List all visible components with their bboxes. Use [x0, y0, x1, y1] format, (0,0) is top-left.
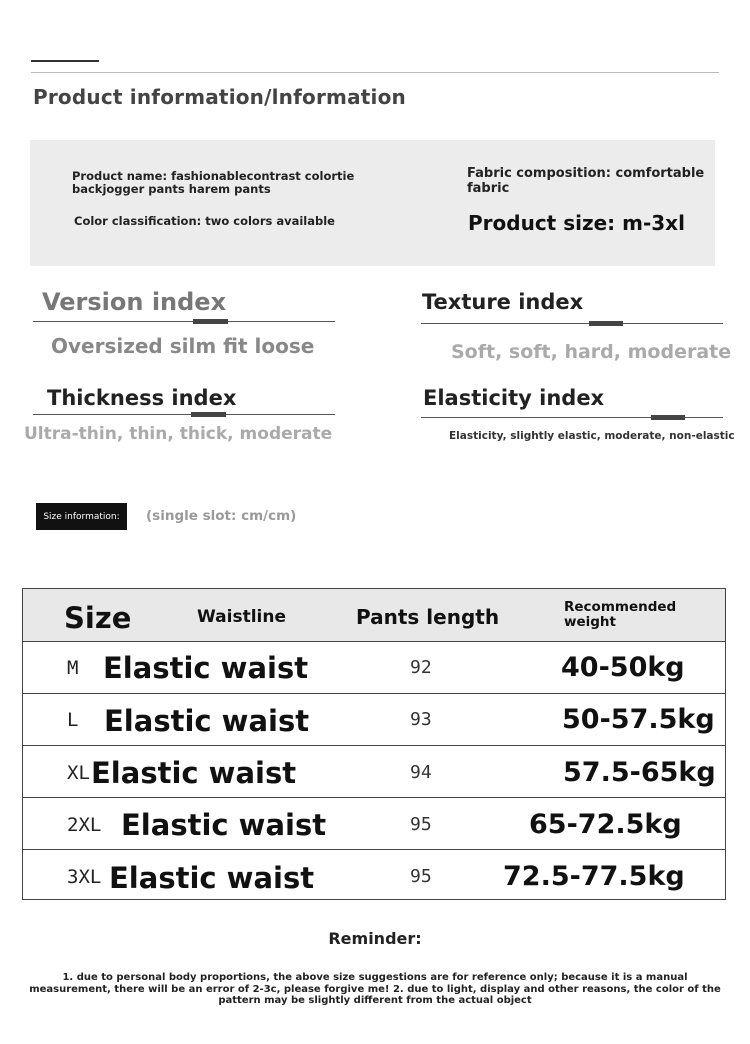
row-weight: 65-72.5kg [529, 809, 682, 840]
row-size: L [67, 709, 79, 731]
row-waist: Elastic waist [103, 651, 309, 685]
row-length: 93 [410, 709, 432, 730]
size-table [22, 588, 726, 900]
top-divider [31, 72, 719, 73]
reminder-title: Reminder: [328, 929, 422, 948]
table-row [23, 797, 725, 850]
row-weight: 72.5-77.5kg [503, 861, 685, 892]
table-row [23, 745, 725, 798]
version-index-marker [193, 319, 228, 324]
table-row [23, 849, 725, 901]
header-recommended-weight: Recommended weight [564, 599, 677, 630]
product-name: Product name: fashionablecontrast colortie backjogger pants harem pants [72, 169, 355, 196]
row-weight: 50-57.5kg [562, 704, 715, 735]
elasticity-index-value: Elasticity, slightly elastic, moderate, non-elastic [449, 430, 735, 442]
row-weight: 40-50kg [561, 652, 685, 683]
top-accent-line [31, 60, 99, 62]
table-row [23, 693, 725, 746]
size-information-badge: Size information: [36, 503, 127, 530]
row-size: XL [67, 762, 90, 784]
row-waist: Elastic waist [121, 808, 327, 842]
row-length: 95 [410, 866, 432, 887]
table-header [23, 589, 725, 642]
size-unit-note: (single slot: cm/cm) [146, 508, 297, 524]
color-classification: Color classification: two colors available [74, 214, 335, 228]
row-waist: Elastic waist [109, 861, 315, 895]
header-pants-length: Pants length [356, 605, 500, 629]
fabric-composition: Fabric composition: comfortable fabric [467, 166, 705, 196]
texture-index-title: Texture index [422, 290, 584, 314]
section-title: Product information/lnformation [33, 85, 406, 109]
header-waistline: Waistline [197, 607, 286, 627]
texture-index-line [421, 323, 723, 324]
version-index-value: Oversized silm fit loose [51, 334, 315, 358]
version-index-title: Version index [42, 288, 227, 316]
thickness-index-title: Thickness index [47, 386, 237, 410]
row-length: 94 [410, 762, 432, 783]
table-row [23, 641, 725, 694]
version-index-line [33, 321, 335, 322]
product-info-box [30, 140, 715, 266]
product-size: Product size: m-3xl [468, 211, 685, 235]
row-size: 2XL [67, 814, 102, 836]
row-waist: Elastic waist [104, 704, 310, 738]
thickness-index-value: Ultra-thin, thin, thick, moderate [24, 424, 333, 444]
texture-index-value: Soft, soft, hard, moderate [451, 341, 732, 363]
row-waist: Elastic waist [91, 756, 297, 790]
row-length: 95 [410, 814, 432, 835]
header-size: Size [64, 601, 132, 635]
row-size: M [67, 657, 79, 679]
texture-index-marker [589, 321, 623, 326]
row-weight: 57.5-65kg [563, 757, 716, 788]
row-length: 92 [410, 657, 432, 678]
elasticity-index-marker [651, 415, 685, 420]
elasticity-index-title: Elasticity index [423, 386, 605, 410]
reminder-text: 1. due to personal body proportions, the above size suggestions are for reference only; because it is a manual measurement, there will be an error of 2-3c, please forgive me! 2. due to light, display and other reasons, the color of the pattern may be slightly different from the actual object [29, 972, 721, 1006]
thickness-index-line [33, 414, 335, 415]
row-size: 3XL [67, 866, 102, 888]
thickness-index-marker [191, 412, 226, 417]
